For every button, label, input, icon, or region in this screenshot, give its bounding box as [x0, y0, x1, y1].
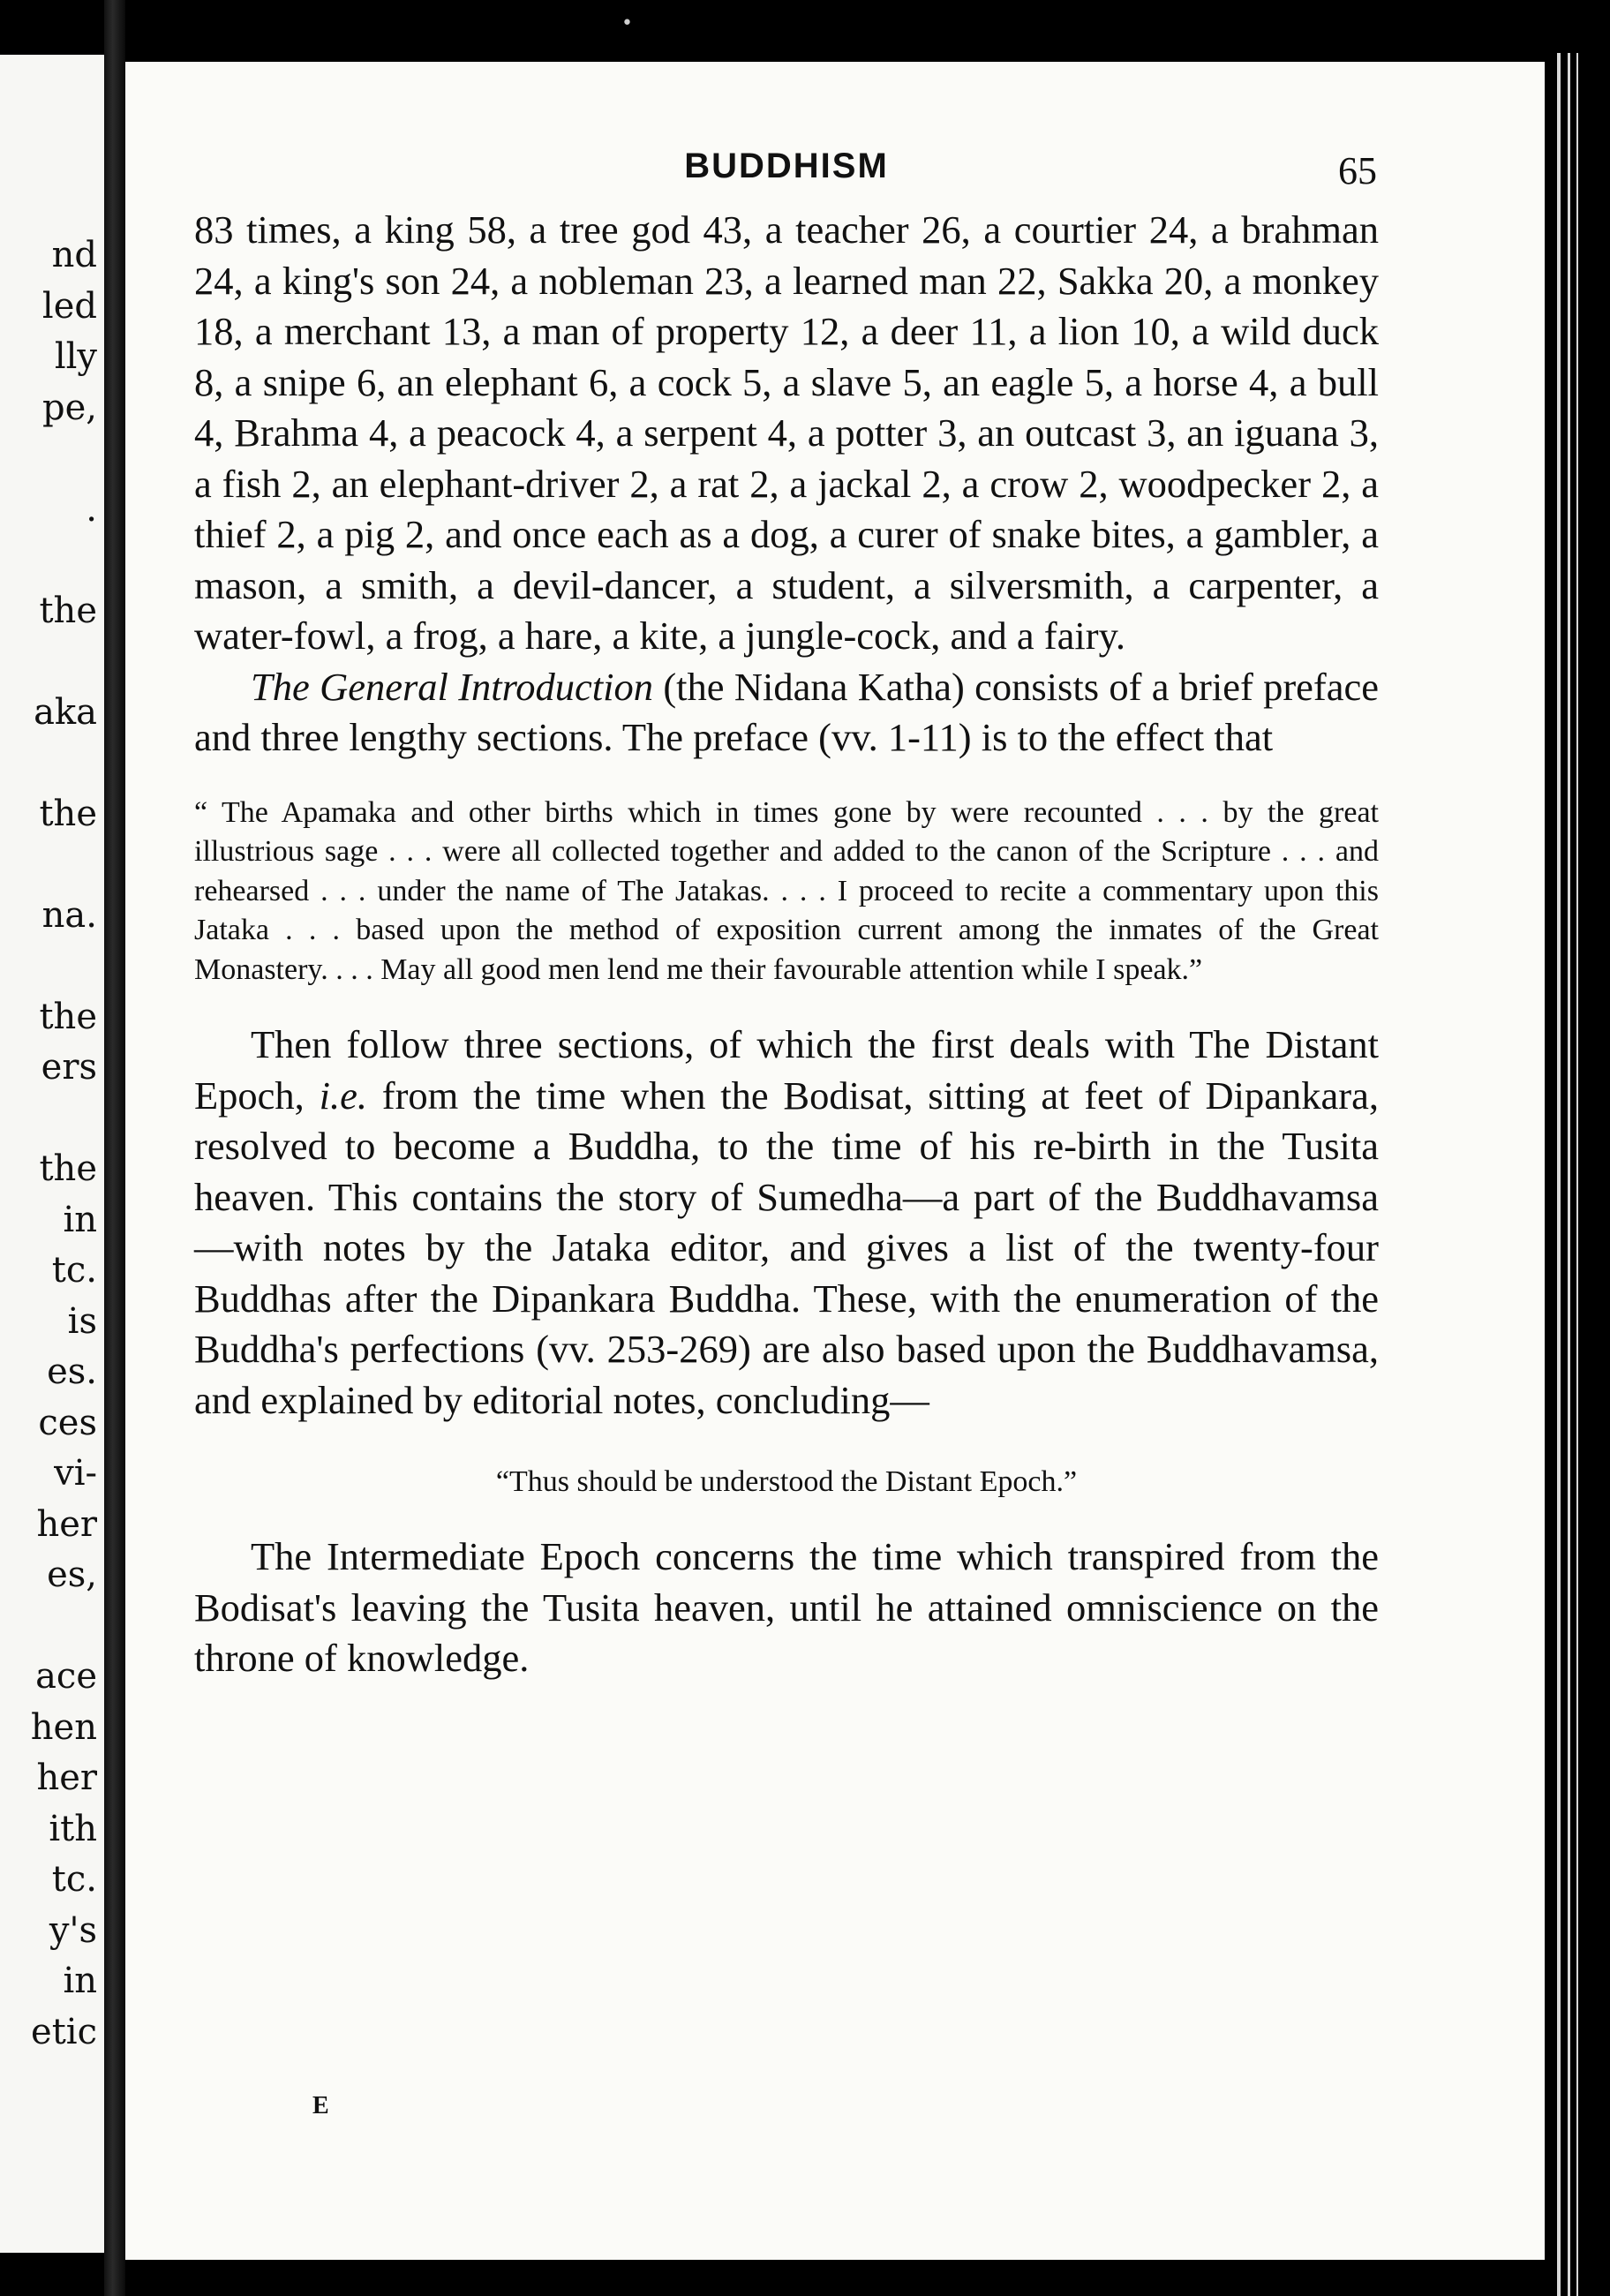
previous-page-fragment: vi- — [54, 1453, 97, 1494]
previous-page-fragment: es. — [47, 1351, 97, 1392]
paragraph-birth-list: 83 times, a king 58, a tree god 43, a teacher 26, a courtier 24, a brahman 24, a king's son 24, a nobleman 23, a learned man 22, Sakka 20, a monkey 18, a merchant 13, a man of property 12, a deer 11, a lion 10, a wild duck 8, a snipe 6, an elephant 6, a cock 5, a slave 5, an eagle 5, a horse 4, a bull 4, Brahma 4, a peacock 4, a serpent 4, a potter 3, an outcast 3, an iguana 3, a fish 2, an elephant-driver 2, a rat 2, a jackal 2, a crow 2, woodpecker 2, a thief 2, a pig 2, and once each as a dog, a curer of snake bites, a gambler, a mason, a smith, a devil-dancer, a student, a silversmith, a carpenter, a water-fowl, a frog, a hare, a kite, a jungle-cock, and a fairy. — [194, 207, 1379, 658]
previous-page-fragment: ace — [35, 1656, 97, 1697]
previous-page-fragment: y's — [49, 1909, 97, 1951]
previous-page-fragment: the — [39, 1148, 97, 1189]
scan-speck: • — [621, 12, 633, 34]
page-number: 65 — [1338, 149, 1377, 192]
previous-page-fragment: na. — [41, 894, 97, 936]
right-page-edges — [1545, 53, 1610, 2296]
italic-abbreviation: i.e. — [319, 1073, 367, 1118]
page-edge-line — [1576, 53, 1578, 2296]
previous-page-fragment: the — [39, 793, 97, 834]
book-gutter — [104, 0, 125, 2296]
printer-signature-mark: E — [312, 2092, 329, 2119]
previous-page-fragment: aka — [34, 691, 97, 733]
previous-page-fragment: led — [41, 285, 97, 327]
previous-page-fragment: in — [63, 1199, 97, 1240]
previous-page-fragment: in — [63, 1961, 97, 2001]
previous-page-fragment: tc. — [51, 1859, 97, 1900]
previous-page-fragment: es, — [47, 1555, 97, 1595]
previous-page-fragment: tc. — [51, 1250, 97, 1291]
previous-page-fragment: the — [39, 590, 97, 631]
centered-quotation: “Thus should be understood the Distant Epoch.” — [495, 1465, 1078, 1498]
previous-page-fragment: hen — [30, 1706, 97, 1748]
previous-page-fragment: ers — [41, 1047, 97, 1088]
previous-page-fragment: is — [67, 1300, 97, 1342]
previous-page-fragment: . — [86, 488, 97, 530]
block-quotation: “ The Apamaka and other births which in times gone by were recounted . . . by the great illustrious sage . . . were all collected together and added to the canon of the Scripture . . . and rehearsed . . . under the name of The Jatakas. . . . I proceed to recite a commentary upon this Jataka . . . based upon the method of exposition current among the inmates of the Great Monastery. . . . May all good men lend me their favourable attention while I speak.” — [194, 795, 1379, 986]
previous-page-fragment: ith — [49, 1808, 97, 1849]
paragraph-intermediate-epoch: The Intermediate Epoch concerns the time which transpired from the Bodisat's leaving the Tusita heaven, until he attained omniscience on the throne of knowledge. — [194, 1534, 1379, 1680]
paragraph-general-introduction — [194, 662, 1379, 764]
previous-page-fragment: ces — [38, 1402, 97, 1443]
previous-page-fragment: pe, — [42, 387, 97, 428]
page-edge-line — [1557, 53, 1561, 2296]
page-edge-line — [1568, 53, 1570, 2296]
page-content — [194, 147, 1379, 1684]
paragraph-distant-epoch — [194, 1020, 1379, 1426]
previous-page-fragment: etic — [31, 2011, 97, 2052]
italic-title: The General Introduction — [251, 664, 654, 709]
previous-page-fragment: the — [39, 996, 97, 1037]
previous-page-fragment: lly — [54, 336, 97, 377]
running-head — [194, 147, 1379, 205]
previous-page-edge — [0, 55, 104, 2253]
previous-page-fragment: nd — [51, 235, 97, 275]
paragraph-text: Then follow three sections, of which the first deals with The Distant Epoch, — [194, 1022, 1379, 1118]
book-page — [125, 62, 1545, 2260]
previous-page-fragment: her — [36, 1758, 97, 1798]
previous-page-fragment: her — [36, 1503, 97, 1545]
running-title: BUDDHISM — [684, 147, 889, 185]
paragraph-text: from the time when the Bodisat, sitting at feet of Dipankara, resolved to become a Buddha, to the time of his re-birth in the Tusita heaven. This contains the story of Sumedha—a part of the Buddhavamsa—with notes by the Jataka editor, and gives a list of the twenty-four Buddhas after the Dipankara Buddha. These, with the enumeration of the Buddha's perfections (vv. 253-269) are also based upon the Buddhavamsa, and explained by editorial notes, concluding— — [194, 1073, 1379, 1422]
paragraph-text: (the Nidana Katha) consists of a brief preface and three lengthy sections. The preface (vv. 1-11) is to the effect that — [194, 664, 1380, 759]
